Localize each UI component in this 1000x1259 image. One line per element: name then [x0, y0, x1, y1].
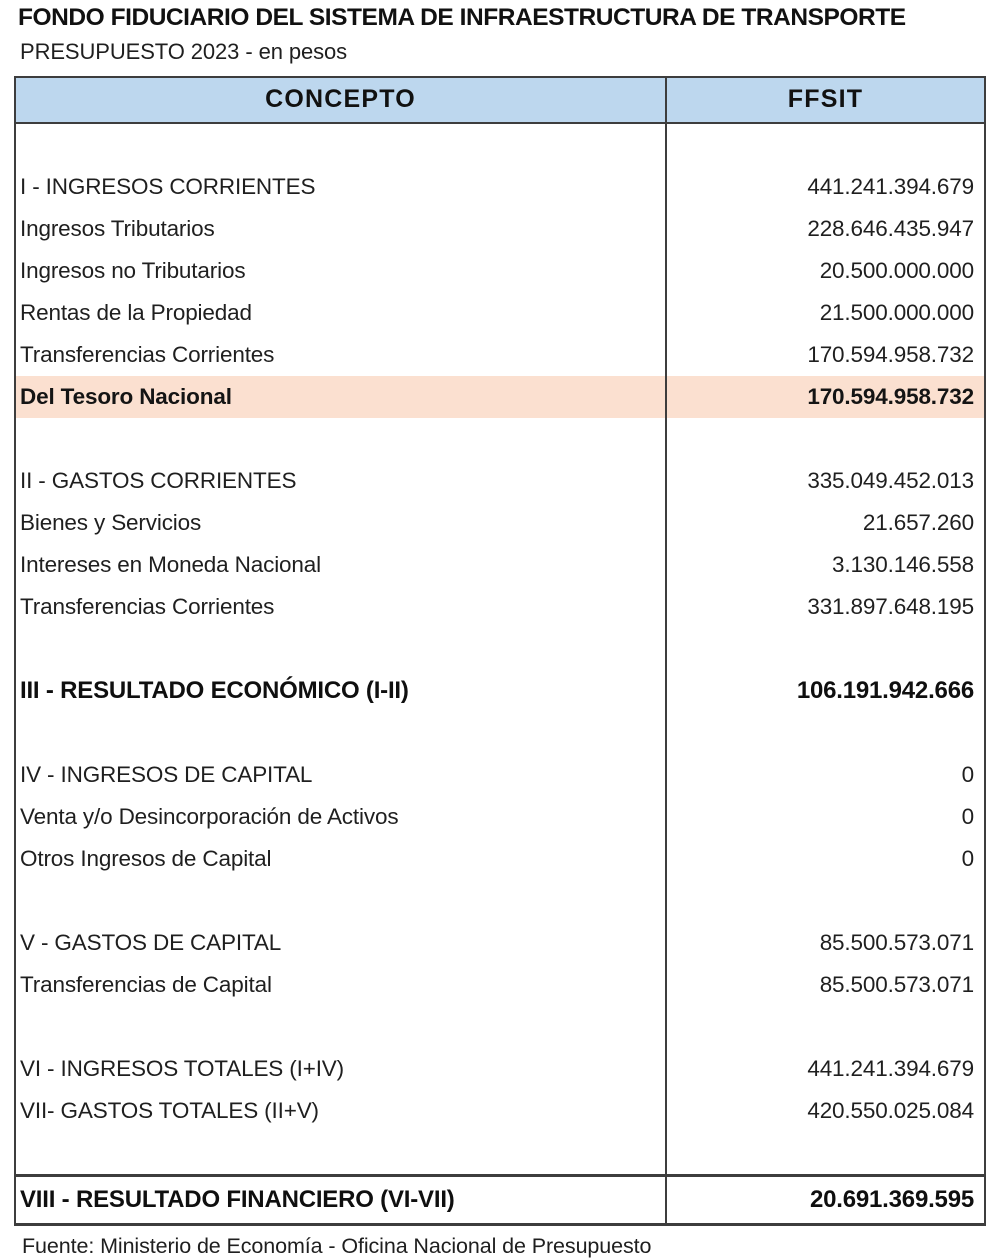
cell-concepto: Transferencias de Capital: [15, 964, 666, 1006]
cell-concepto: V - GASTOS DE CAPITAL: [15, 922, 666, 964]
cell-concepto: IV - INGRESOS DE CAPITAL: [15, 754, 666, 796]
table-spacer-row: [15, 628, 985, 670]
table-header: [15, 77, 985, 123]
column-header-ffsit: FFSIT: [666, 77, 985, 123]
page-subtitle: PRESUPUESTO 2023 - en pesos: [20, 38, 348, 64]
cell-ffsit-value: 441.241.394.679: [807, 173, 974, 199]
cell-ffsit-value: 170.594.958.732: [666, 376, 985, 418]
table-row: [15, 544, 985, 586]
cell-ffsit-value: [666, 1132, 985, 1176]
table-row: [15, 376, 985, 418]
cell-concepto: Transferencias Corrientes: [15, 586, 666, 628]
cell-concepto: Transferencias Corrientes: [15, 334, 666, 376]
table-spacer-row: [15, 880, 985, 922]
table-spacer-row: [15, 1132, 985, 1176]
table-spacer-row: [15, 123, 985, 166]
cell-concepto: VIII - RESULTADO FINANCIERO (VI-VII): [15, 1175, 666, 1224]
cell-concepto: Otros Ingresos de Capital: [15, 838, 666, 880]
cell-concepto: Venta y/o Desincorporación de Activos: [15, 796, 666, 838]
table-row: [15, 964, 985, 1006]
cell-ffsit-value: 20.691.369.595: [666, 1175, 985, 1224]
cell-ffsit-value: [666, 712, 985, 754]
table-row: [15, 838, 985, 880]
cell-ffsit-value: 0: [961, 761, 974, 787]
cell-concepto: [15, 123, 666, 166]
cell-ffsit-value: 106.191.942.666: [796, 676, 974, 704]
cell-concepto: Ingresos no Tributarios: [15, 250, 666, 292]
source-note: Fuente: Ministerio de Economía - Oficina Nacional de Presupuesto: [22, 1233, 652, 1258]
cell-ffsit-value: 170.594.958.732: [807, 341, 974, 367]
cell-ffsit-value: 441.241.394.679: [807, 1055, 974, 1081]
cell-ffsit-value: 331.897.648.195: [807, 593, 974, 619]
cell-ffsit-value: 0: [961, 845, 974, 871]
table-spacer-row: [15, 418, 985, 460]
cell-concepto: [15, 418, 666, 460]
cell-concepto: Intereses en Moneda Nacional: [15, 544, 666, 586]
cell-ffsit-value: 420.550.025.084: [807, 1097, 974, 1123]
cell-concepto: Bienes y Servicios: [15, 502, 666, 544]
cell-concepto: Rentas de la Propiedad: [15, 292, 666, 334]
table-row: [15, 754, 985, 796]
cell-concepto: III - RESULTADO ECONÓMICO (I-II): [15, 670, 666, 712]
column-header-concepto: CONCEPTO: [15, 77, 666, 123]
cell-ffsit-value: 21.657.260: [862, 509, 974, 535]
cell-ffsit-value: [666, 880, 985, 922]
table-row: [15, 166, 985, 208]
table-row: [15, 250, 985, 292]
header-row: [15, 77, 985, 123]
cell-concepto: Del Tesoro Nacional: [15, 376, 666, 418]
cell-concepto: II - GASTOS CORRIENTES: [15, 460, 666, 502]
table-row: [15, 670, 985, 712]
table-row: [15, 1048, 985, 1090]
table-spacer-row: [15, 712, 985, 754]
cell-concepto: I - INGRESOS CORRIENTES: [15, 166, 666, 208]
table-body: [15, 123, 985, 1225]
table-spacer-row: [15, 1006, 985, 1048]
cell-ffsit-value: 228.646.435.947: [807, 215, 974, 241]
table-row: [15, 586, 985, 628]
cell-concepto: [15, 1006, 666, 1048]
cell-ffsit-value: 3.130.146.558: [832, 551, 974, 577]
cell-concepto: [15, 712, 666, 754]
cell-ffsit-value: 21.500.000.000: [819, 299, 974, 325]
table-row: [15, 208, 985, 250]
cell-concepto: [15, 1132, 666, 1176]
cell-ffsit-value: [666, 628, 985, 670]
cell-ffsit-value: [666, 123, 985, 166]
table-row: [15, 502, 985, 544]
cell-ffsit-value: 85.500.573.071: [819, 929, 974, 955]
table-row: [15, 292, 985, 334]
budget-table-container: [14, 76, 984, 1226]
cell-concepto: VI - INGRESOS TOTALES (I+IV): [15, 1048, 666, 1090]
cell-ffsit-value: 85.500.573.071: [819, 971, 974, 997]
table-row: [15, 1090, 985, 1132]
table-row: [15, 334, 985, 376]
cell-concepto: Ingresos Tributarios: [15, 208, 666, 250]
cell-ffsit-value: 0: [961, 803, 974, 829]
table-row: [15, 796, 985, 838]
cell-concepto: [15, 880, 666, 922]
table-row: [15, 1175, 985, 1224]
budget-table: [14, 76, 986, 1226]
cell-ffsit-value: 335.049.452.013: [807, 467, 974, 493]
cell-concepto: [15, 628, 666, 670]
cell-ffsit-value: 20.500.000.000: [819, 257, 974, 283]
table-row: [15, 460, 985, 502]
page-title: FONDO FIDUCIARIO DEL SISTEMA DE INFRAESTRUCTURA DE TRANSPORTE: [18, 4, 906, 31]
cell-concepto: VII- GASTOS TOTALES (II+V): [15, 1090, 666, 1132]
cell-ffsit-value: [666, 418, 985, 460]
table-row: [15, 922, 985, 964]
cell-ffsit-value: [666, 1006, 985, 1048]
